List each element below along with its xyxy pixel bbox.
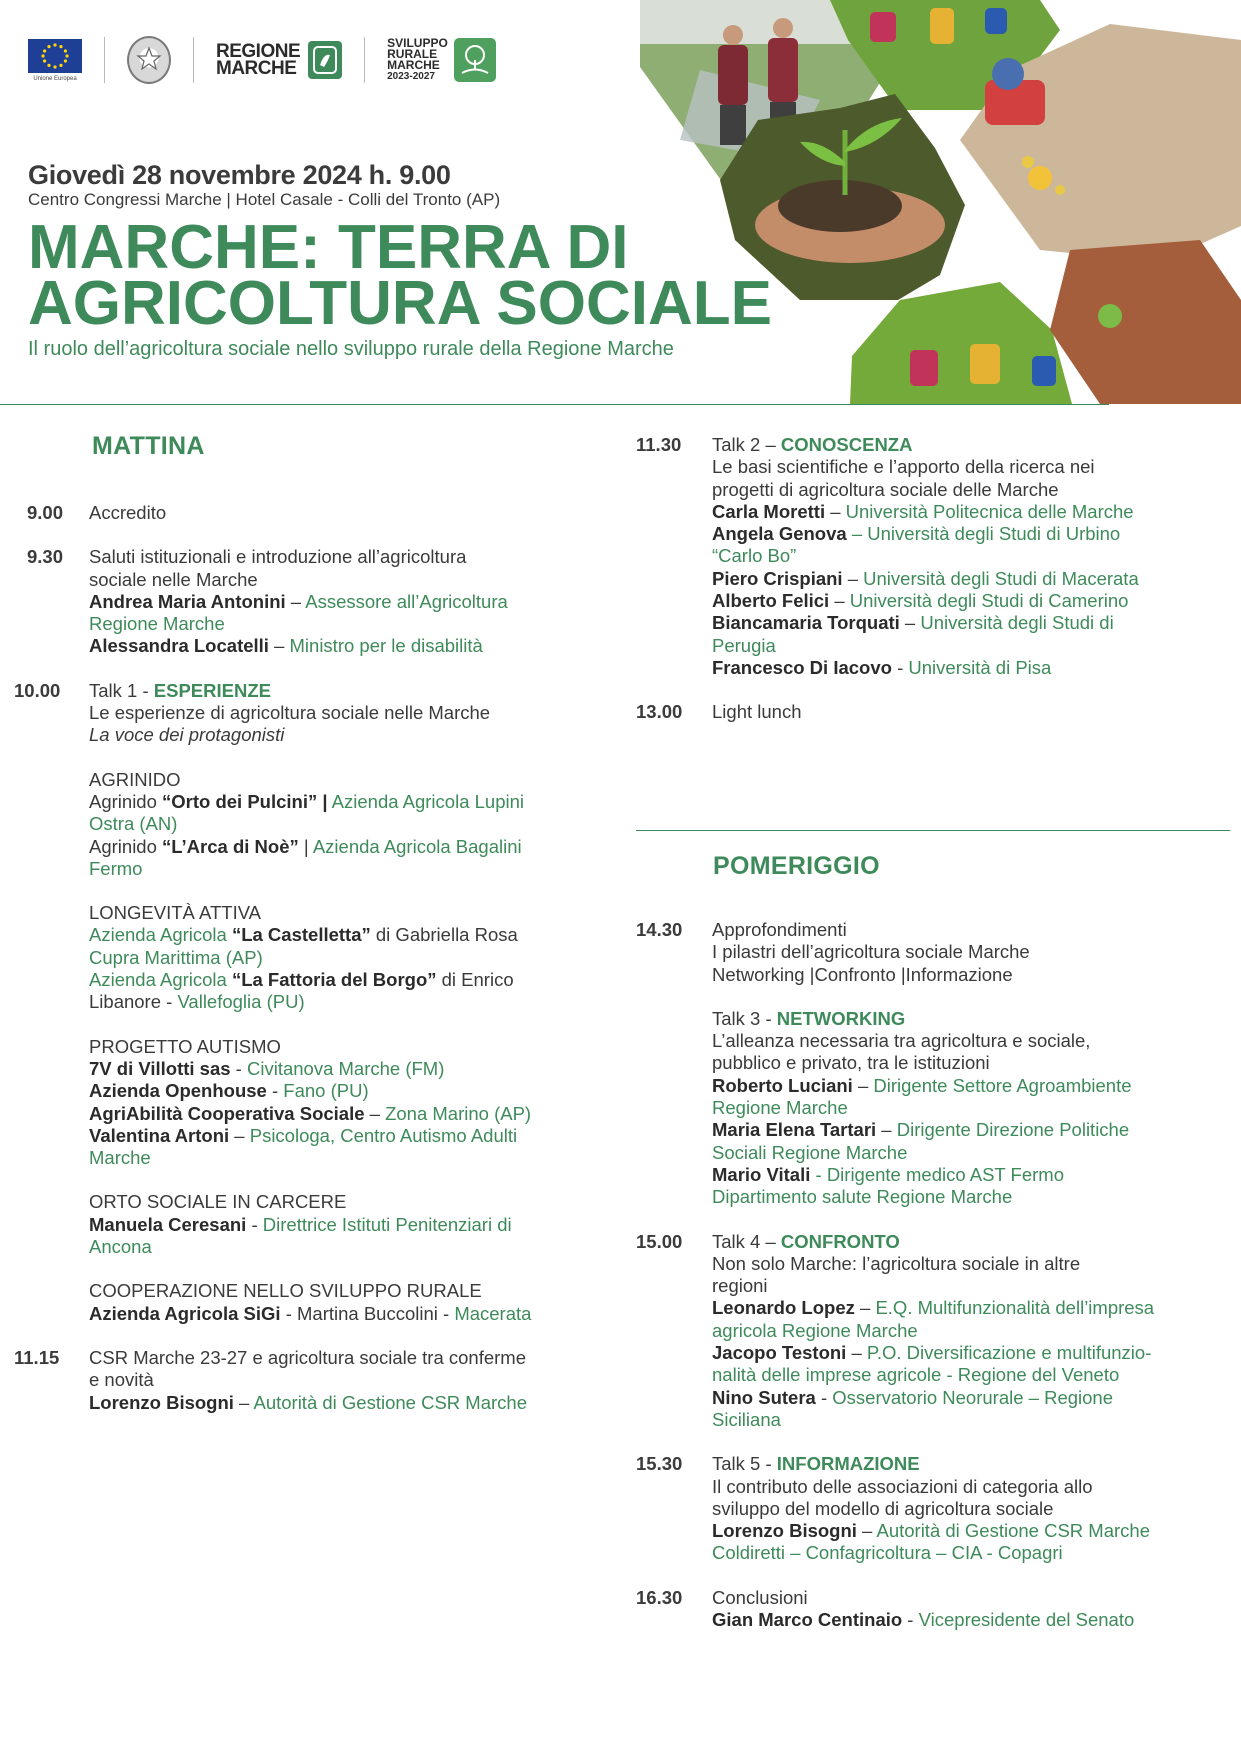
tree-icon bbox=[454, 38, 496, 82]
agenda-text: regioni bbox=[712, 1275, 768, 1297]
speaker-role: Ancona bbox=[89, 1236, 152, 1258]
talk-label: Talk 3 - bbox=[712, 1007, 777, 1029]
talk-keyword: CONFRONTO bbox=[780, 1230, 900, 1252]
agenda-text: Le basi scientifiche e l’apporto della ricerca nei bbox=[712, 456, 1095, 478]
speaker-role: Psicologa, Centro Autismo Adulti bbox=[249, 1124, 518, 1146]
agenda-text: Le esperienze di agricoltura sociale nelle Marche bbox=[89, 702, 491, 724]
speaker-name: Biancamaria Torquati bbox=[712, 612, 900, 634]
separator: - bbox=[810, 1163, 827, 1185]
location: Vallefoglia (PU) bbox=[177, 991, 305, 1013]
section-label: PROGETTO AUTISMO bbox=[89, 1035, 281, 1057]
speaker-role: Direttrice Istituti Penitenziari di bbox=[262, 1213, 512, 1235]
agenda-item bbox=[636, 434, 1236, 679]
separator: – bbox=[854, 1297, 876, 1319]
speaker-role: Osservatorio Neorurale – Regione bbox=[832, 1386, 1114, 1408]
morning-heading: MATTINA bbox=[92, 432, 205, 460]
agenda-time: 10.00 bbox=[14, 679, 61, 701]
agenda-item bbox=[14, 1347, 594, 1414]
agenda-item bbox=[636, 1453, 1236, 1564]
bowl-photo bbox=[1050, 240, 1241, 404]
company-name: Azienda Agricola Bagalini bbox=[312, 835, 522, 857]
separator: - bbox=[266, 1080, 284, 1102]
logo-bar bbox=[28, 30, 496, 90]
associations-list: Coldiretti – Confagricoltura – CIA - Copagri bbox=[712, 1542, 1063, 1564]
talk-keyword: CONOSCENZA bbox=[780, 434, 913, 455]
speaker-role: Assessore all’Agricoltura bbox=[305, 590, 508, 612]
logo-divider bbox=[104, 37, 105, 83]
location: Macerata bbox=[454, 1302, 532, 1324]
agenda-text: La voce dei protagonisti bbox=[89, 724, 285, 746]
agenda-time: 15.30 bbox=[636, 1453, 683, 1475]
agenda-item bbox=[14, 680, 594, 1325]
agenda-text: Accredito bbox=[89, 502, 167, 523]
speaker-role: Università Politecnica delle Marche bbox=[845, 500, 1134, 522]
agenda-text: Conclusioni bbox=[712, 1586, 808, 1608]
speaker-role: Dirigente Direzione Politiche bbox=[896, 1119, 1130, 1141]
regione-marche-badge-icon bbox=[308, 41, 342, 79]
separator: – bbox=[229, 1124, 250, 1146]
italian-republic-emblem-icon bbox=[127, 36, 171, 84]
speaker-name: Francesco Di Iacovo bbox=[712, 656, 892, 678]
agenda-text: progetti di agricoltura sociale delle Marche bbox=[712, 478, 1059, 500]
agenda-text: Saluti istituzionali e introduzione all’agricoltura bbox=[89, 546, 467, 568]
separator: - bbox=[902, 1609, 919, 1631]
separator: - bbox=[891, 656, 909, 678]
venue-name: “La Fattoria del Borgo” bbox=[231, 969, 437, 991]
separator: – bbox=[285, 590, 306, 612]
speaker-role: “Carlo Bo” bbox=[712, 545, 797, 567]
talk-keyword: NETWORKING bbox=[776, 1007, 906, 1029]
eu-flag-icon bbox=[28, 39, 82, 73]
speaker-role: Regione Marche bbox=[712, 1097, 848, 1119]
separator: - bbox=[246, 1213, 263, 1235]
separator: – bbox=[852, 1074, 874, 1096]
event-venue: Centro Congressi Marche | Hotel Casale - Colli del Tronto (AP) bbox=[28, 190, 501, 209]
agenda-text: Light lunch bbox=[712, 701, 802, 723]
speaker-role: Dirigente Settore Agroambiente bbox=[873, 1074, 1132, 1096]
agenda-text: Networking |Confronto |Informazione bbox=[712, 963, 1013, 985]
separator: – bbox=[825, 500, 846, 522]
speaker-role: Marche bbox=[89, 1147, 151, 1169]
speaker-name: Lorenzo Bisogni bbox=[89, 1391, 234, 1413]
company-name: AgriAbilità Cooperativa Sociale bbox=[89, 1102, 365, 1124]
speaker-role: Sociali Regione Marche bbox=[712, 1141, 908, 1163]
section-divider bbox=[636, 830, 1230, 831]
agenda-text: pubblico e privato, tra le istituzioni bbox=[712, 1052, 990, 1074]
venue-name: “La Castelletta” bbox=[231, 924, 371, 946]
agenda-time: 16.30 bbox=[636, 1586, 683, 1608]
location: Fano (PU) bbox=[283, 1080, 369, 1102]
speaker-name: Jacopo Testoni bbox=[712, 1342, 847, 1364]
event-title-line: AGRICOLTURA SOCIALE bbox=[28, 269, 772, 338]
talk-label: Talk 1 - bbox=[89, 679, 154, 701]
eu-logo bbox=[28, 39, 82, 82]
separator: – bbox=[856, 1520, 877, 1542]
venue-name: “L’Arca di Noè” bbox=[162, 835, 299, 857]
speaker-name: Andrea Maria Antonini bbox=[89, 590, 286, 612]
talk-keyword: INFORMAZIONE bbox=[776, 1453, 920, 1475]
separator: – bbox=[876, 1119, 897, 1141]
agenda-item bbox=[636, 1231, 1236, 1432]
agenda-text: Approfondimenti bbox=[712, 919, 847, 940]
agenda-text: sociale nelle Marche bbox=[89, 568, 258, 590]
speaker-role: Università degli Studi di Macerata bbox=[863, 567, 1139, 589]
eu-caption: Unione Europea bbox=[33, 75, 77, 82]
sviluppo-logo-line: RURALE bbox=[387, 47, 438, 61]
section-label: ORTO SOCIALE IN CARCERE bbox=[89, 1191, 347, 1213]
speaker-role: Ministro per le disabilità bbox=[289, 635, 483, 657]
speaker-name: Alessandra Locatelli bbox=[89, 635, 269, 657]
event-title-line: MARCHE: TERRA DI bbox=[28, 213, 629, 282]
section-label: COOPERAZIONE NELLO SVILUPPO RURALE bbox=[89, 1280, 482, 1302]
agenda-text: CSR Marche 23-27 e agricoltura sociale tra conferme bbox=[89, 1346, 526, 1368]
agenda-text: Libanore - bbox=[89, 991, 178, 1013]
separator: – bbox=[829, 590, 850, 612]
agenda-time: 9.00 bbox=[27, 502, 64, 523]
agenda-text: - Martina Buccolini - bbox=[280, 1302, 455, 1324]
speaker-name: Lorenzo Bisogni bbox=[712, 1520, 857, 1542]
separator: – bbox=[846, 1342, 867, 1364]
regione-marche-logo bbox=[216, 41, 342, 79]
agenda-text: sviluppo del modello di agricoltura sociale bbox=[712, 1497, 1054, 1519]
speaker-role: Università degli Studi di Camerino bbox=[849, 590, 1129, 612]
sviluppo-logo-line: 2023-2027 bbox=[387, 71, 435, 82]
location: Civitanova Marche (FM) bbox=[247, 1057, 445, 1079]
agenda-time: 11.15 bbox=[14, 1346, 60, 1368]
speaker-role: agricola Regione Marche bbox=[712, 1319, 918, 1341]
afternoon-schedule bbox=[636, 919, 1236, 1631]
agenda-text: L’alleanza necessaria tra agricoltura e sociale, bbox=[712, 1030, 1091, 1052]
talk-label: Talk 2 – bbox=[712, 434, 781, 455]
event-subtitle: Il ruolo dell’agricoltura sociale nello sviluppo rurale della Regione Marche bbox=[28, 338, 674, 360]
separator: – bbox=[268, 635, 290, 657]
speaker-name: Alberto Felici bbox=[712, 590, 830, 612]
speaker-name: Leonardo Lopez bbox=[712, 1297, 855, 1319]
speaker-role: Regione Marche bbox=[89, 613, 225, 635]
speaker-role: nalità delle imprese agricole - Regione del Veneto bbox=[712, 1364, 1120, 1386]
company-name: Azienda Openhouse bbox=[89, 1080, 267, 1102]
company-name: Azienda Agricola Lupini bbox=[327, 790, 524, 812]
company-name: 7V di Villotti sas bbox=[89, 1057, 231, 1079]
speaker-name: Manuela Ceresani bbox=[89, 1213, 247, 1235]
venue-name: “Orto dei Pulcini” | bbox=[162, 790, 328, 812]
separator: – bbox=[899, 612, 921, 634]
separator: – bbox=[842, 567, 864, 589]
separator: – bbox=[364, 1102, 386, 1124]
speaker-role: Università degli Studi di bbox=[920, 612, 1114, 634]
speaker-role: Università di Pisa bbox=[908, 656, 1052, 678]
agenda-text: di Enrico bbox=[436, 969, 514, 991]
speaker-name: Piero Crispiani bbox=[712, 567, 843, 589]
speaker-role: Vicepresidente del Senato bbox=[918, 1609, 1135, 1631]
location: Fermo bbox=[89, 857, 143, 879]
speaker-role: Autorità di Gestione CSR Marche bbox=[876, 1520, 1150, 1542]
agenda-item bbox=[636, 701, 1236, 723]
logo-divider bbox=[193, 37, 194, 83]
agenda-time: 11.30 bbox=[636, 434, 682, 455]
agenda-time: 14.30 bbox=[636, 919, 683, 940]
company-name: Azienda Agricola bbox=[89, 924, 232, 946]
photo-collage bbox=[640, 0, 1241, 404]
header-divider bbox=[0, 404, 1109, 405]
agenda-text: Agrinido bbox=[89, 790, 163, 812]
agenda-item bbox=[14, 546, 594, 657]
speaker-name: Angela Genova bbox=[712, 523, 847, 545]
speaker-name: Roberto Luciani bbox=[712, 1074, 853, 1096]
agenda-text: Non solo Marche: l’agricoltura sociale in altre bbox=[712, 1252, 1081, 1274]
regione-logo-line: REGIONE bbox=[216, 41, 301, 62]
location: Ostra (AN) bbox=[89, 813, 178, 835]
agenda-item bbox=[636, 919, 1236, 1209]
sviluppo-rurale-logo bbox=[387, 38, 496, 82]
separator: – bbox=[846, 523, 868, 545]
speaker-role: Siciliana bbox=[712, 1408, 781, 1430]
speaker-role: Dirigente medico AST Fermo bbox=[826, 1163, 1064, 1185]
agenda-time: 9.30 bbox=[27, 546, 64, 568]
sviluppo-logo-line: MARCHE bbox=[387, 58, 440, 72]
logo-divider bbox=[364, 37, 365, 83]
speaker-role: Università degli Studi di Urbino bbox=[867, 523, 1121, 545]
separator: - bbox=[230, 1057, 247, 1079]
speaker-role: Perugia bbox=[712, 634, 776, 656]
sviluppo-logo-line: SVILUPPO bbox=[387, 36, 448, 50]
speaker-role: Autorità di Gestione CSR Marche bbox=[253, 1391, 527, 1413]
location: Zona Marino (AP) bbox=[385, 1102, 532, 1124]
agenda-item bbox=[14, 502, 594, 524]
event-title bbox=[28, 213, 772, 338]
company-name: Azienda Agricola bbox=[89, 969, 232, 991]
location: Cupra Marittima (AP) bbox=[89, 946, 263, 968]
agenda-text: e novità bbox=[89, 1369, 154, 1391]
speaker-role: E.Q. Multifunzionalità dell’impresa bbox=[875, 1297, 1155, 1319]
event-date: Giovedì 28 novembre 2024 h. 9.00 bbox=[28, 160, 451, 190]
speaker-name: Valentina Artoni bbox=[89, 1124, 230, 1146]
speaker-name: Nino Sutera bbox=[712, 1386, 816, 1408]
speaker-name: Maria Elena Tartari bbox=[712, 1119, 877, 1141]
speaker-name: Gian Marco Centinaio bbox=[712, 1609, 903, 1631]
afternoon-heading: POMERIGGIO bbox=[713, 852, 880, 880]
separator: | bbox=[298, 835, 313, 857]
separator: – bbox=[233, 1391, 254, 1413]
agenda-time: 15.00 bbox=[636, 1230, 683, 1252]
talk-label: Talk 4 – bbox=[712, 1230, 781, 1252]
speaker-role: P.O. Diversificazione e multifunzio- bbox=[866, 1342, 1152, 1364]
agenda-text: Il contributo delle associazioni di categoria allo bbox=[712, 1475, 1093, 1497]
agenda-time: 13.00 bbox=[636, 701, 683, 723]
agenda-text: Agrinido bbox=[89, 835, 163, 857]
regione-logo-line: MARCHE bbox=[216, 58, 297, 79]
agenda-text: I pilastri dell’agricoltura sociale Marche bbox=[712, 941, 1030, 963]
speaker-name: Carla Moretti bbox=[712, 500, 826, 522]
late-morning-schedule bbox=[636, 434, 1236, 724]
speaker-name: Mario Vitali bbox=[712, 1163, 811, 1185]
agenda-item bbox=[636, 1587, 1236, 1632]
section-label: LONGEVITÀ ATTIVA bbox=[89, 902, 262, 924]
talk-label: Talk 5 - bbox=[712, 1453, 777, 1475]
company-name: Azienda Agricola SiGi bbox=[89, 1302, 281, 1324]
separator: - bbox=[815, 1386, 833, 1408]
agenda-text: di Gabriella Rosa bbox=[370, 924, 518, 946]
morning-schedule bbox=[14, 502, 594, 1414]
talk-keyword: ESPERIENZE bbox=[153, 679, 271, 701]
section-label: AGRINIDO bbox=[89, 768, 181, 790]
speaker-role: Dipartimento salute Regione Marche bbox=[712, 1186, 1013, 1208]
